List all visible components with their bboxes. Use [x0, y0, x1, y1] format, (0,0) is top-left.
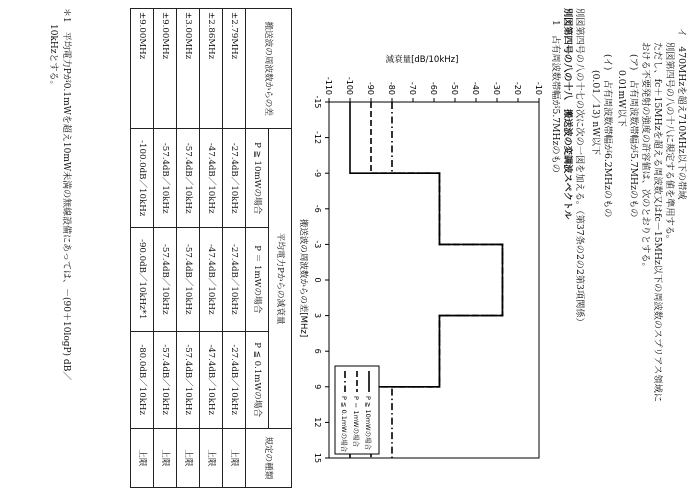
y-axis-label: 減衰量[dB/10kHz]	[385, 55, 459, 65]
legend-label: P ≧ 10mWの場合	[364, 396, 372, 451]
x-tick-label: 6	[313, 348, 322, 354]
series-line	[392, 102, 502, 458]
cell-value: -57.4dB／10kHz	[177, 331, 200, 428]
cell-diff: ±9.00MHz	[154, 9, 177, 129]
cell-value: -47.4dB／10kHz	[200, 129, 223, 228]
spec-table	[130, 8, 292, 488]
cell-value: -47.4dB／10kHz	[200, 227, 223, 331]
cell-type: 上限	[154, 428, 177, 487]
cell-type: 上限	[223, 428, 246, 487]
table-row	[131, 9, 154, 488]
cell-diff: ±3.00MHz	[177, 9, 200, 129]
y-tick-label: -30	[492, 81, 501, 95]
text-line: (ア) 占有周波数帯幅が5.7MHzのもの	[628, 54, 639, 218]
y-tick-label: -60	[429, 81, 438, 95]
y-tick-label: -40	[471, 81, 480, 95]
x-tick-label: 0	[313, 277, 322, 283]
x-tick-label: 3	[313, 313, 322, 319]
x-tick-label: -15	[313, 95, 322, 109]
x-tick-label: -3	[313, 240, 322, 249]
header-cell-p1: P ＝ 1mWの場合	[246, 227, 269, 331]
text-line: (0.01／13) nW以下	[590, 70, 601, 156]
cell-value: -57.4dB／10kHz	[154, 331, 177, 428]
cell-type: 上限	[131, 428, 154, 487]
y-tick-label: -100	[345, 76, 354, 95]
item-heading: イ 470MHzを超え710MHz以下の帯域	[676, 28, 687, 200]
cell-value: -57.4dB／10kHz	[177, 129, 200, 228]
cell-value: -27.4dB／10kHz	[223, 227, 246, 331]
table-row	[223, 9, 246, 488]
y-tick-label: -110	[324, 76, 333, 95]
cell-diff: ±9.00MHz	[131, 9, 154, 129]
header-cell-group: 平均電力Pからの減衰量	[269, 129, 292, 428]
section-title: 別図第四号の八の十八 搬送波の変調波スペクトル	[562, 8, 573, 220]
y-tick-label: -90	[366, 81, 375, 95]
footnote-line: ＊1 平均電力Pが0.1mWを超え10mW未満の無線設備にあっては、－(90＋10logP) dB／	[61, 8, 71, 381]
cell-type: 上限	[177, 428, 200, 487]
cell-value: -47.4dB／10kHz	[200, 331, 223, 428]
y-tick-label: -70	[408, 81, 417, 95]
text-line: 別図第四号の八の十八に規定する値を準用する。	[664, 42, 675, 245]
y-tick-label: -20	[513, 81, 522, 95]
x-tick-label: 9	[313, 384, 322, 390]
cell-value: -27.4dB／10kHz	[223, 331, 246, 428]
cell-diff: ±2.86MHz	[200, 9, 223, 129]
x-tick-label: -6	[313, 204, 322, 213]
footnote-line: 10kHzとする。	[48, 24, 58, 90]
y-tick-label: -80	[387, 81, 396, 95]
x-tick-label: -12	[313, 131, 322, 145]
y-tick-label: -50	[450, 81, 459, 95]
cell-value: -100.0dB／10kHz	[131, 129, 154, 228]
subsection-title: 1 占有周波数帯幅が5.7MHzのもの	[550, 20, 561, 173]
cell-value: -57.4dB／10kHz	[154, 129, 177, 228]
text-line: おける不要発射の強度の許容値は、次のとおりとする。	[640, 42, 651, 272]
table-header-row	[269, 9, 292, 488]
y-tick-label: -10	[534, 81, 543, 95]
table-row	[200, 9, 223, 488]
x-tick-label: 15	[313, 452, 322, 464]
header-cell-p10: P ≧ 10mWの場合	[246, 129, 269, 228]
cell-value: -27.4dB／10kHz	[223, 129, 246, 228]
section-reference: 別図第四号の八の十七の次に次の一図を加える。（第37条の2の2第3項関係）	[574, 8, 585, 327]
cell-value: -57.4dB／10kHz	[154, 227, 177, 331]
cell-value: -80.0dB／10kHz	[131, 331, 154, 428]
cell-value: -90.0dB／10kHz*1	[131, 227, 154, 331]
cell-diff: ±2.79MHz	[223, 9, 246, 129]
table-row	[154, 9, 177, 488]
series-line	[371, 102, 502, 458]
x-axis-label: 搬送波の周波数からの差[MHz]	[298, 218, 308, 338]
text-line: (イ) 占有周波数帯幅が6.2MHzのもの	[602, 54, 613, 218]
cell-value: -57.4dB／10kHz	[177, 227, 200, 331]
legend-label: P ＝ 1mWの場合	[352, 396, 360, 447]
spectrum-mask-chart	[297, 40, 547, 480]
text-line: 0.01mW以下	[616, 70, 627, 127]
header-cell-diff: 搬送波の周波数からの差	[246, 9, 292, 129]
text-line: ただし、fc＋15MHzを超える周波数又はfc－15MHz以下の周波数のスプリアス領域に	[652, 42, 663, 402]
legend-label: P ≦ 0.1mWの場合	[340, 396, 348, 453]
header-cell-p01: P ≦ 0.1mWの場合	[246, 331, 269, 428]
x-tick-label: -9	[313, 169, 322, 178]
cell-type: 上限	[200, 428, 223, 487]
x-tick-label: 12	[313, 417, 322, 428]
header-cell-type: 規定の種類	[246, 428, 292, 487]
table-row	[177, 9, 200, 488]
